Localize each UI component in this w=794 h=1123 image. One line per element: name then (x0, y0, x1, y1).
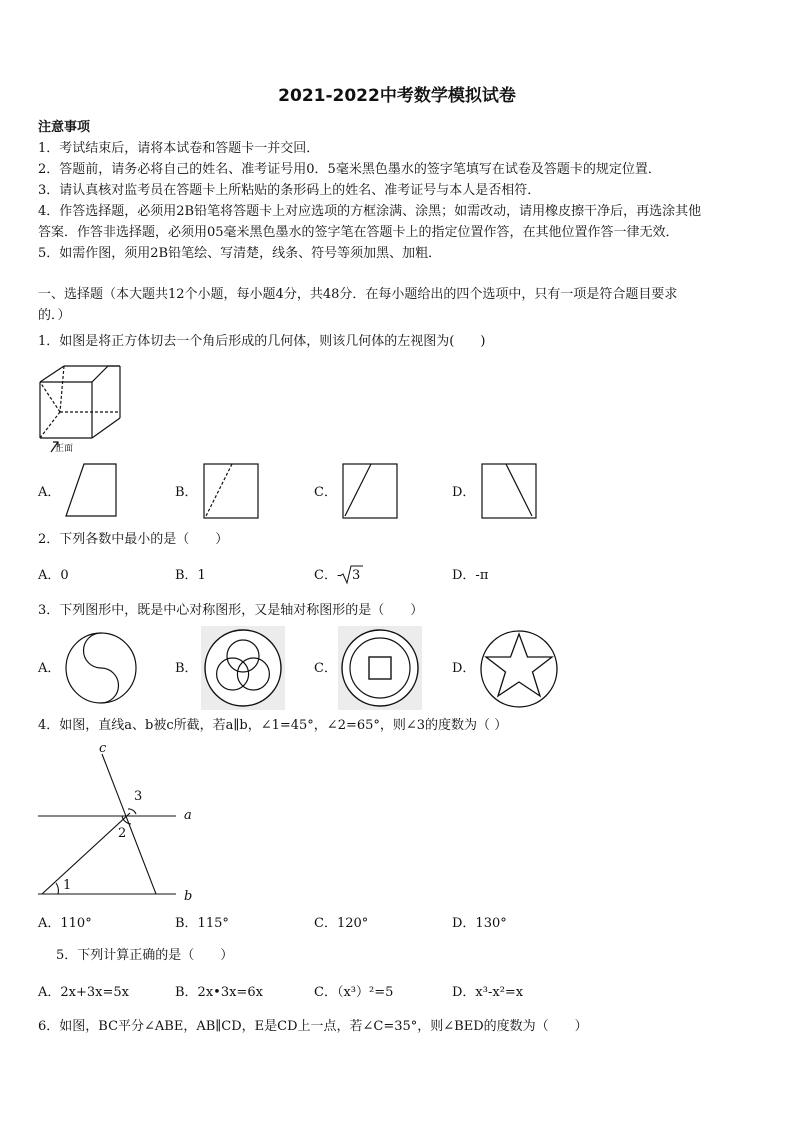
q4-option-a: A．110° (38, 916, 92, 931)
q3-option-d: D． (452, 661, 476, 676)
q2-option-a: A．0 (38, 568, 69, 583)
q4-option-d: D．130° (452, 916, 507, 931)
q1-option-c: C． (314, 485, 337, 500)
q3-stem: 3．下列图形中，既是中心对称图形，又是轴对称图形的是（ ） (38, 603, 424, 618)
q4-option-c: C．120° (314, 916, 369, 931)
notice-item-4: 4．作答选择题，必须用2B铅笔将答题卡上对应选项的方框涂满、涂黑；如需改动，请用橡皮擦干净后，再选涂其他 (38, 204, 702, 219)
coin-icon (338, 626, 422, 710)
q1-option-a-figure (64, 462, 120, 518)
q1-option-d-figure (480, 462, 538, 520)
q2-stem: 2．下列各数中最小的是（ ） (38, 532, 229, 547)
q4-angle-3: 3 (134, 789, 143, 804)
notice-item-4-cont: 答案．作答非选择题，必须用05毫米黑色墨水的签字笔在答题卡上的指定位置作答，在其他位置作答一律无效． (38, 225, 679, 240)
q1-front-label: 正面 (55, 444, 74, 454)
q5-option-d: D．x³-x²=x (452, 985, 524, 1000)
section-heading-cont: 的．） (38, 308, 71, 323)
section-heading: 一、选择题（本大题共12个小题，每小题4分，共48分．在每小题给出的四个选项中，只有一项是符合题目要求 (38, 287, 678, 302)
q5-option-b: B．2x•3x=6x (175, 985, 263, 1000)
q1-option-b: B． (175, 485, 198, 500)
q2-option-c: C．- (314, 568, 342, 583)
page-title: 2021-2022中考数学模拟试卷 (278, 86, 516, 106)
q4-stem: 4．如图，直线a、b被c所截，若a∥b，∠1=45°，∠2=65°，则∠3的度数为（ ） (38, 718, 508, 733)
notice-item-5: 5．如需作图，须用2B铅笔绘、写清楚，线条、符号等须加黑、加粗． (38, 246, 442, 261)
q2-option-c-radicand: 3 (352, 568, 361, 583)
q4-label-c: c (99, 741, 107, 756)
q6-stem: 6．如图，BC平分∠ABE，AB∥CD，E是CD上一点，若∠C=35°，则∠BED的度数为（ ） (38, 1019, 588, 1034)
yin-yang-icon (63, 630, 139, 706)
q1-option-d: D． (452, 485, 476, 500)
q4-label-a: a (184, 808, 192, 823)
q1-option-b-figure (202, 462, 260, 520)
q1-option-c-figure (341, 462, 399, 520)
q4-angle-1: 1 (63, 878, 72, 893)
q4-label-b: b (184, 889, 193, 904)
q3-option-c: C． (314, 661, 337, 676)
three-petal-icon (201, 626, 285, 710)
star-in-circle-icon (478, 628, 560, 710)
q4-option-b: B．115° (175, 916, 229, 931)
q1-cube-figure (36, 360, 126, 460)
q2-option-d: D．-π (452, 568, 489, 583)
notice-item-1: 1．考试结束后，请将本试卷和答题卡一并交回． (38, 141, 320, 156)
notice-item-3: 3．请认真核对监考员在答题卡上所粘贴的条形码上的姓名、准考证号与本人是否相符． (38, 183, 541, 198)
q1-option-a: A． (38, 485, 61, 500)
q4-angle-2: 2 (118, 826, 127, 841)
q2-option-b: B．1 (175, 568, 206, 583)
q5-option-a: A．2x+3x=5x (38, 985, 129, 1000)
notice-item-2: 2．答题前，请务必将自己的姓名、准考证号用0．5毫米黑色墨水的签字笔填写在试卷及答题卡的规定位置． (38, 162, 661, 177)
q1-stem: 1．如图是将正方体切去一个角后形成的几何体，则该几何体的左视图为( ) (38, 334, 486, 349)
q4-parallel-lines-figure (36, 740, 206, 910)
q3-option-a: A． (38, 661, 61, 676)
q5-option-c: C．（x³）²=5 (314, 985, 394, 1000)
q3-option-b: B． (175, 661, 198, 676)
q5-stem: 5．下列计算正确的是（ ） (56, 948, 234, 963)
notice-heading: 注意事项 (38, 120, 91, 135)
